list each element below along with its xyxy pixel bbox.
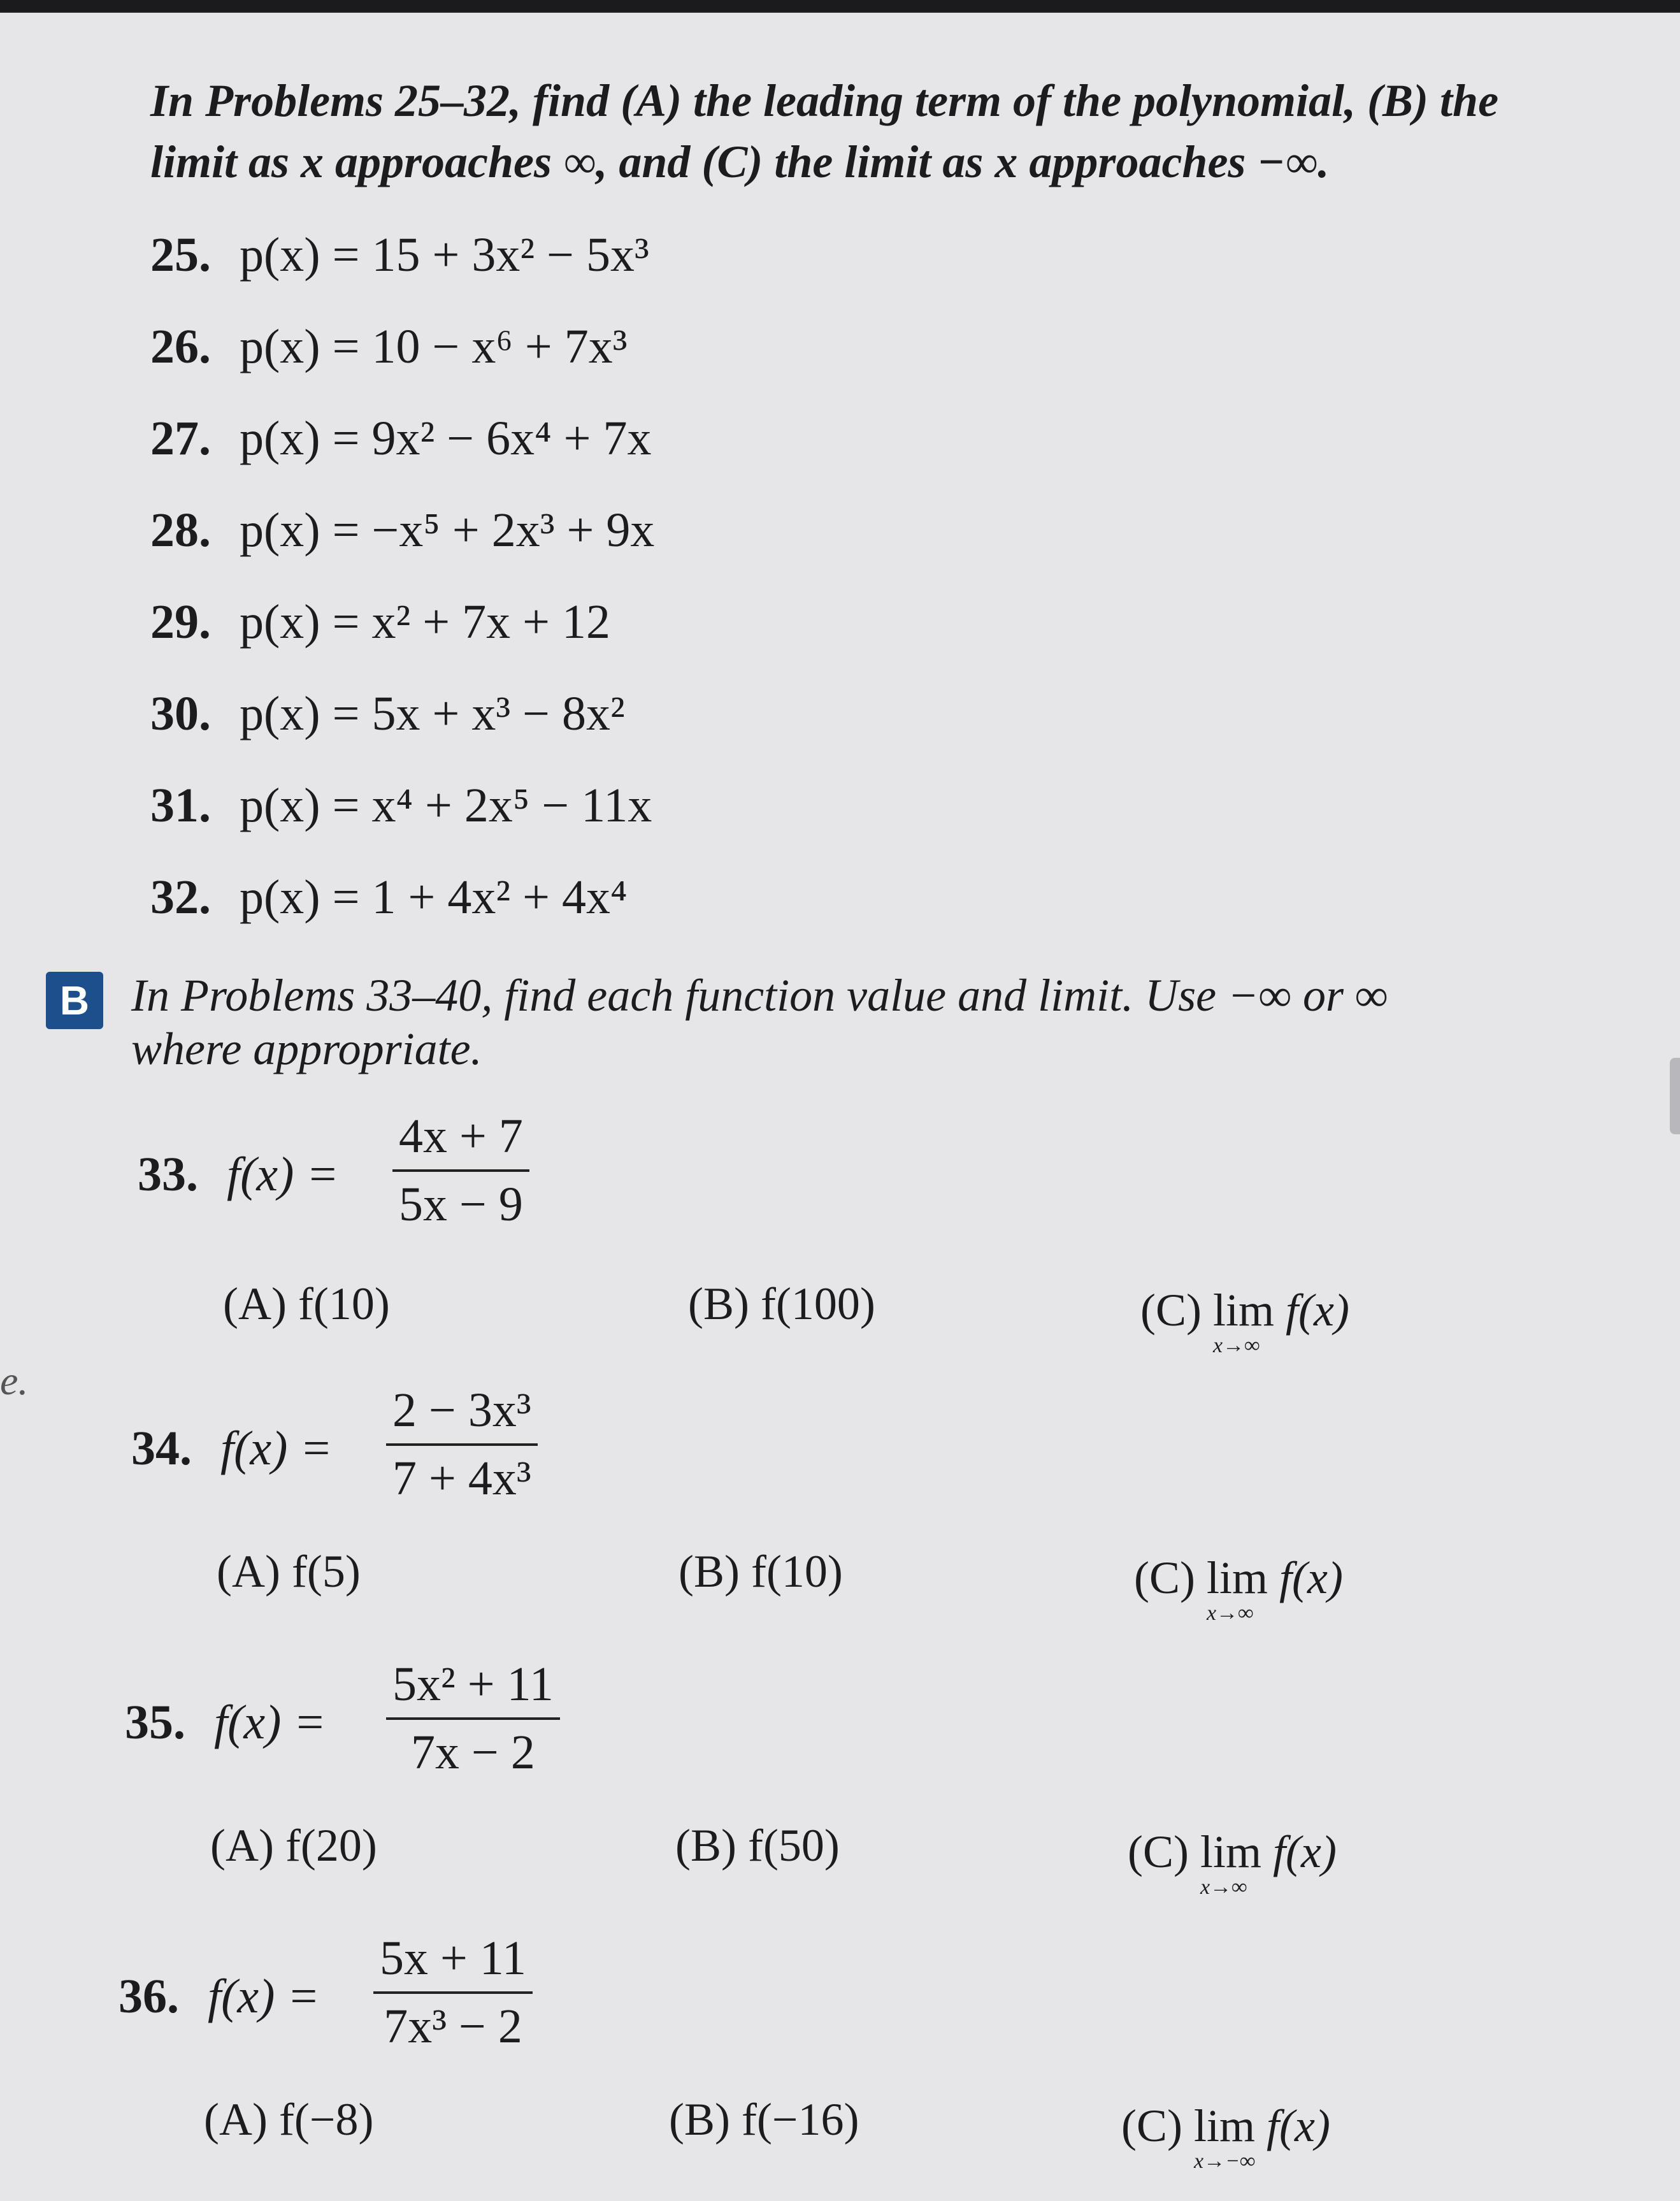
part-c: [1128, 1826, 1337, 1899]
problem-29: [150, 590, 610, 654]
problem-28: [150, 498, 654, 562]
fraction-denominator: 7x − 2: [410, 1726, 535, 1779]
margin-fragment: e.: [0, 1358, 29, 1403]
section-b-badge: B: [46, 972, 103, 1029]
limit-subscript: x→−∞: [1193, 2149, 1256, 2173]
function-lhs: f(x) =: [220, 1422, 333, 1475]
screen-edge-tab: [1670, 1058, 1680, 1134]
fraction: [373, 1931, 533, 2054]
part-a: (A) f(10): [223, 1278, 390, 1329]
problem-number: 34.: [131, 1422, 192, 1475]
part-a: (A) f(−8): [204, 2094, 374, 2145]
problem-equation: p(x) = x² + 7x + 12: [240, 595, 610, 649]
fraction-denominator: 7 + 4x³: [392, 1452, 531, 1505]
part-b: (B) f(50): [675, 1820, 840, 1871]
problem-number: 36.: [118, 1970, 179, 2023]
problem-36: [118, 1931, 628, 2071]
problem-number: 29.: [150, 595, 211, 649]
problem-number: 33.: [138, 1148, 198, 1201]
limit-subscript: x→∞: [1206, 1601, 1254, 1625]
fraction: [386, 1383, 538, 1506]
fraction-numerator: 5x + 11: [373, 1931, 533, 1994]
lim-text: lim: [1193, 2100, 1255, 2151]
function-lhs: f(x) =: [208, 1970, 320, 2023]
problem-equation: p(x) = −x⁵ + 2x³ + 9x: [240, 503, 655, 557]
problem-33: [138, 1109, 647, 1249]
problem-number: 28.: [150, 503, 211, 557]
lim-text: lim: [1200, 1826, 1261, 1877]
part-a: (A) f(5): [217, 1546, 361, 1597]
problem-number: 27.: [150, 412, 211, 465]
problem-27: [150, 407, 651, 470]
part-a: (A) f(20): [210, 1820, 377, 1871]
fraction: [392, 1109, 529, 1232]
limit-operator: [1206, 1552, 1268, 1625]
problem-equation: p(x) = 5x + x³ − 8x²: [240, 687, 625, 740]
problem-31: [150, 774, 652, 837]
problems-33-40-instructions: In Problems 33–40, find each function value and limit. Use −∞ or ∞ where appropriate.: [131, 970, 1388, 1074]
limit-function: f(x): [1267, 2100, 1330, 2151]
limit-function: f(x): [1273, 1826, 1337, 1877]
function-lhs: f(x) =: [214, 1696, 326, 1749]
problem-equation: p(x) = 10 − x⁶ + 7x³: [240, 320, 628, 373]
problem-26: [150, 315, 627, 379]
part-c-label: (C): [1121, 2100, 1182, 2151]
fraction: [386, 1657, 560, 1780]
fraction-numerator: 5x² + 11: [386, 1657, 560, 1720]
part-c-label: (C): [1134, 1552, 1195, 1603]
part-c-label: (C): [1128, 1826, 1189, 1877]
fraction-denominator: 7x³ − 2: [384, 2000, 522, 2053]
limit-subscript: x→∞: [1200, 1875, 1247, 1899]
limit-function: f(x): [1279, 1552, 1343, 1603]
problem-34: [131, 1383, 641, 1523]
part-c: [1140, 1284, 1349, 1357]
part-b: (B) f(10): [678, 1546, 843, 1597]
problem-number: 32.: [150, 870, 211, 924]
fraction-numerator: 4x + 7: [392, 1109, 529, 1172]
function-lhs: f(x) =: [227, 1148, 339, 1201]
part-c: [1134, 1552, 1343, 1625]
limit-operator: [1212, 1284, 1274, 1357]
problem-number: 35.: [125, 1696, 185, 1749]
limit-operator: [1193, 2100, 1256, 2173]
part-b: (B) f(−16): [669, 2094, 859, 2145]
problem-equation: p(x) = x⁴ + 2x⁵ − 11x: [240, 779, 652, 832]
problem-30: [150, 682, 625, 746]
limit-operator: [1200, 1826, 1261, 1899]
problem-number: 26.: [150, 320, 211, 373]
lim-text: lim: [1212, 1285, 1274, 1336]
part-c-label: (C): [1140, 1285, 1202, 1336]
problem-25: [150, 223, 649, 287]
textbook-page: [0, 13, 1680, 2201]
lim-text: lim: [1206, 1552, 1268, 1603]
problem-number: 25.: [150, 228, 211, 282]
problem-equation: p(x) = 1 + 4x² + 4x⁴: [240, 870, 628, 924]
limit-subscript: x→∞: [1212, 1334, 1260, 1357]
part-b: (B) f(100): [688, 1278, 875, 1329]
problem-number: 30.: [150, 687, 211, 740]
fraction-denominator: 5x − 9: [399, 1178, 523, 1231]
problem-equation: p(x) = 15 + 3x² − 5x³: [240, 228, 649, 282]
part-c: [1121, 2100, 1330, 2173]
fraction-numerator: 2 − 3x³: [386, 1383, 538, 1446]
problem-35: [125, 1657, 635, 1797]
limit-function: f(x): [1286, 1285, 1349, 1336]
problem-equation: p(x) = 9x² − 6x⁴ + 7x: [240, 412, 652, 465]
problems-25-32-instructions: In Problems 25–32, find (A) the leading term of the polynomial, (B) the limit as x approaches ∞, and (C) the limit as x approaches −∞.: [150, 75, 1499, 187]
problem-number: 31.: [150, 779, 211, 832]
problem-32: [150, 865, 627, 929]
